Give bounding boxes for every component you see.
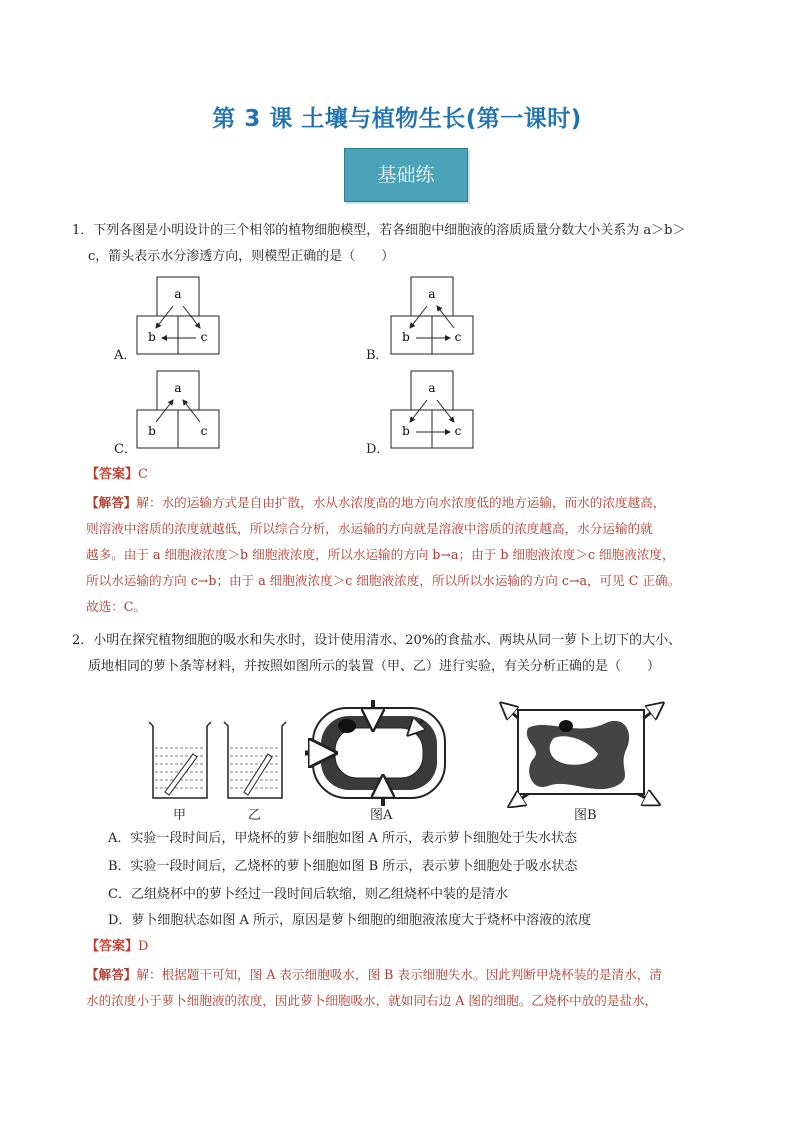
q1-option-d-label: D．: [366, 442, 390, 457]
cell-label-c: c: [454, 330, 462, 344]
q1-answer-tag: 【答案】: [86, 467, 139, 482]
q2-answer: [86, 936, 148, 958]
q1-diagram-c: [136, 370, 220, 450]
q2-explain-line: 解：根据题干可知，图 A 表示细胞吸水，图 B 表示细胞失水。因此判断甲烧杯装的是清水，清: [136, 967, 662, 982]
q2-option-c: C．乙组烧杯中的萝卜经过一段时间后软缩，则乙组烧杯中装的是清水: [108, 887, 508, 902]
q1-explain-line: 越多。由于 a 细胞液浓度＞b 细胞液浓度，所以水运输的方向 b→a；由于 b 细胞液浓度＞c 细胞液浓度，: [86, 547, 675, 562]
cell-label-c: c: [200, 424, 208, 438]
cell-label-c: c: [454, 424, 462, 438]
q2-option-a: A．实验一段时间后，甲烧杯的萝卜细胞如图 A 所示，表示萝卜细胞处于失水状态: [108, 831, 578, 846]
q1-stem-line1: 1．下列各图是小明设计的三个相邻的植物细胞模型，若各细胞中细胞液的溶质质量分数大小关系为 a＞b＞: [72, 223, 686, 238]
q1-diagram-d: [390, 370, 474, 450]
q2-explanation: [86, 962, 736, 1014]
q1-explain-line: 解：水的运输方式是自由扩散，水从水浓度高的地方向水浓度低的地方运输，而水的浓度越高，: [136, 495, 666, 510]
cell-label-b: b: [148, 424, 156, 438]
q1-stem-line2: c，箭头表示水分渗透方向，则模型正确的是（ ）: [88, 249, 395, 264]
q1-explain-line: 故选：C。: [86, 599, 147, 614]
q1-option-a-label: A．: [114, 348, 137, 363]
q1-option-c-label: C．: [114, 442, 137, 457]
q2-explain-tag: 【解答】: [86, 967, 137, 982]
cell-label-b: b: [402, 424, 410, 438]
q1-explain-line: 则溶液中溶质的浓度就越低，所以综合分析，水运输的方向就是溶液中溶质的浓度越高，水分运输的就: [86, 521, 653, 536]
q2-answer-value: D: [138, 939, 149, 954]
fig-label-yi: 乙: [248, 808, 262, 823]
q2-explain-line: 水的浓度小于萝卜细胞液的浓度，因此萝卜细胞吸水，就如同右边 A 图的细胞。乙烧杯中放的是盐水，: [86, 993, 658, 1008]
q1-explain-tag: 【解答】: [86, 495, 137, 510]
q2-answer-tag: 【答案】: [86, 939, 139, 954]
cell-label-c: c: [200, 330, 208, 344]
cell-label-b: b: [402, 330, 410, 344]
q1-option-b-label: B．: [366, 348, 389, 363]
q1-answer-value: C: [138, 467, 148, 482]
section-badge: 基础练: [344, 148, 468, 202]
cell-label-b: b: [148, 330, 156, 344]
q2-option-b: B．实验一段时间后，乙烧杯的萝卜细胞如图 B 所示，表示萝卜细胞处于吸水状态: [108, 859, 578, 874]
fig-label-jia: 甲: [173, 808, 187, 823]
beaker-yi: [222, 720, 288, 802]
cell-label-a: a: [428, 287, 436, 301]
q1-diagram-a: [136, 276, 220, 356]
fig-label-a: 图A: [370, 808, 393, 823]
cell-label-a: a: [174, 287, 182, 301]
figure-b-cell: [498, 698, 668, 808]
cell-label-a: a: [428, 381, 436, 395]
q1-explain-line: 所以水运输的方向 c→b；由于 a 细胞液浓度＞c 细胞液浓度，所以所以水运输的方向 c→a，可见 C 正确。: [86, 573, 681, 588]
q2-stem-line2: 质地相同的萝卜条等材料，并按照如图所示的装置（甲、乙）进行实验，有关分析正确的是（ ）: [88, 659, 661, 674]
beaker-jia: [147, 720, 213, 802]
cell-label-a: a: [174, 381, 182, 395]
q2-stem-line1: 2．小明在探究植物细胞的吸水和失水时，设计使用清水、20%的食盐水、两块从同一萝卜上切下的大小、: [72, 633, 682, 648]
q1-diagram-b: [390, 276, 474, 356]
page-title: 第 3 课 土壤与植物生长(第一课时): [212, 106, 582, 132]
q2-option-d: D．萝卜细胞状态如图 A 所示，原因是萝卜细胞的细胞液浓度大于烧杯中溶液的浓度: [108, 913, 592, 928]
figure-a-cell: [305, 698, 455, 808]
q1-explanation: [86, 490, 736, 620]
q1-answer: [86, 464, 148, 486]
fig-label-b: 图B: [574, 808, 597, 823]
